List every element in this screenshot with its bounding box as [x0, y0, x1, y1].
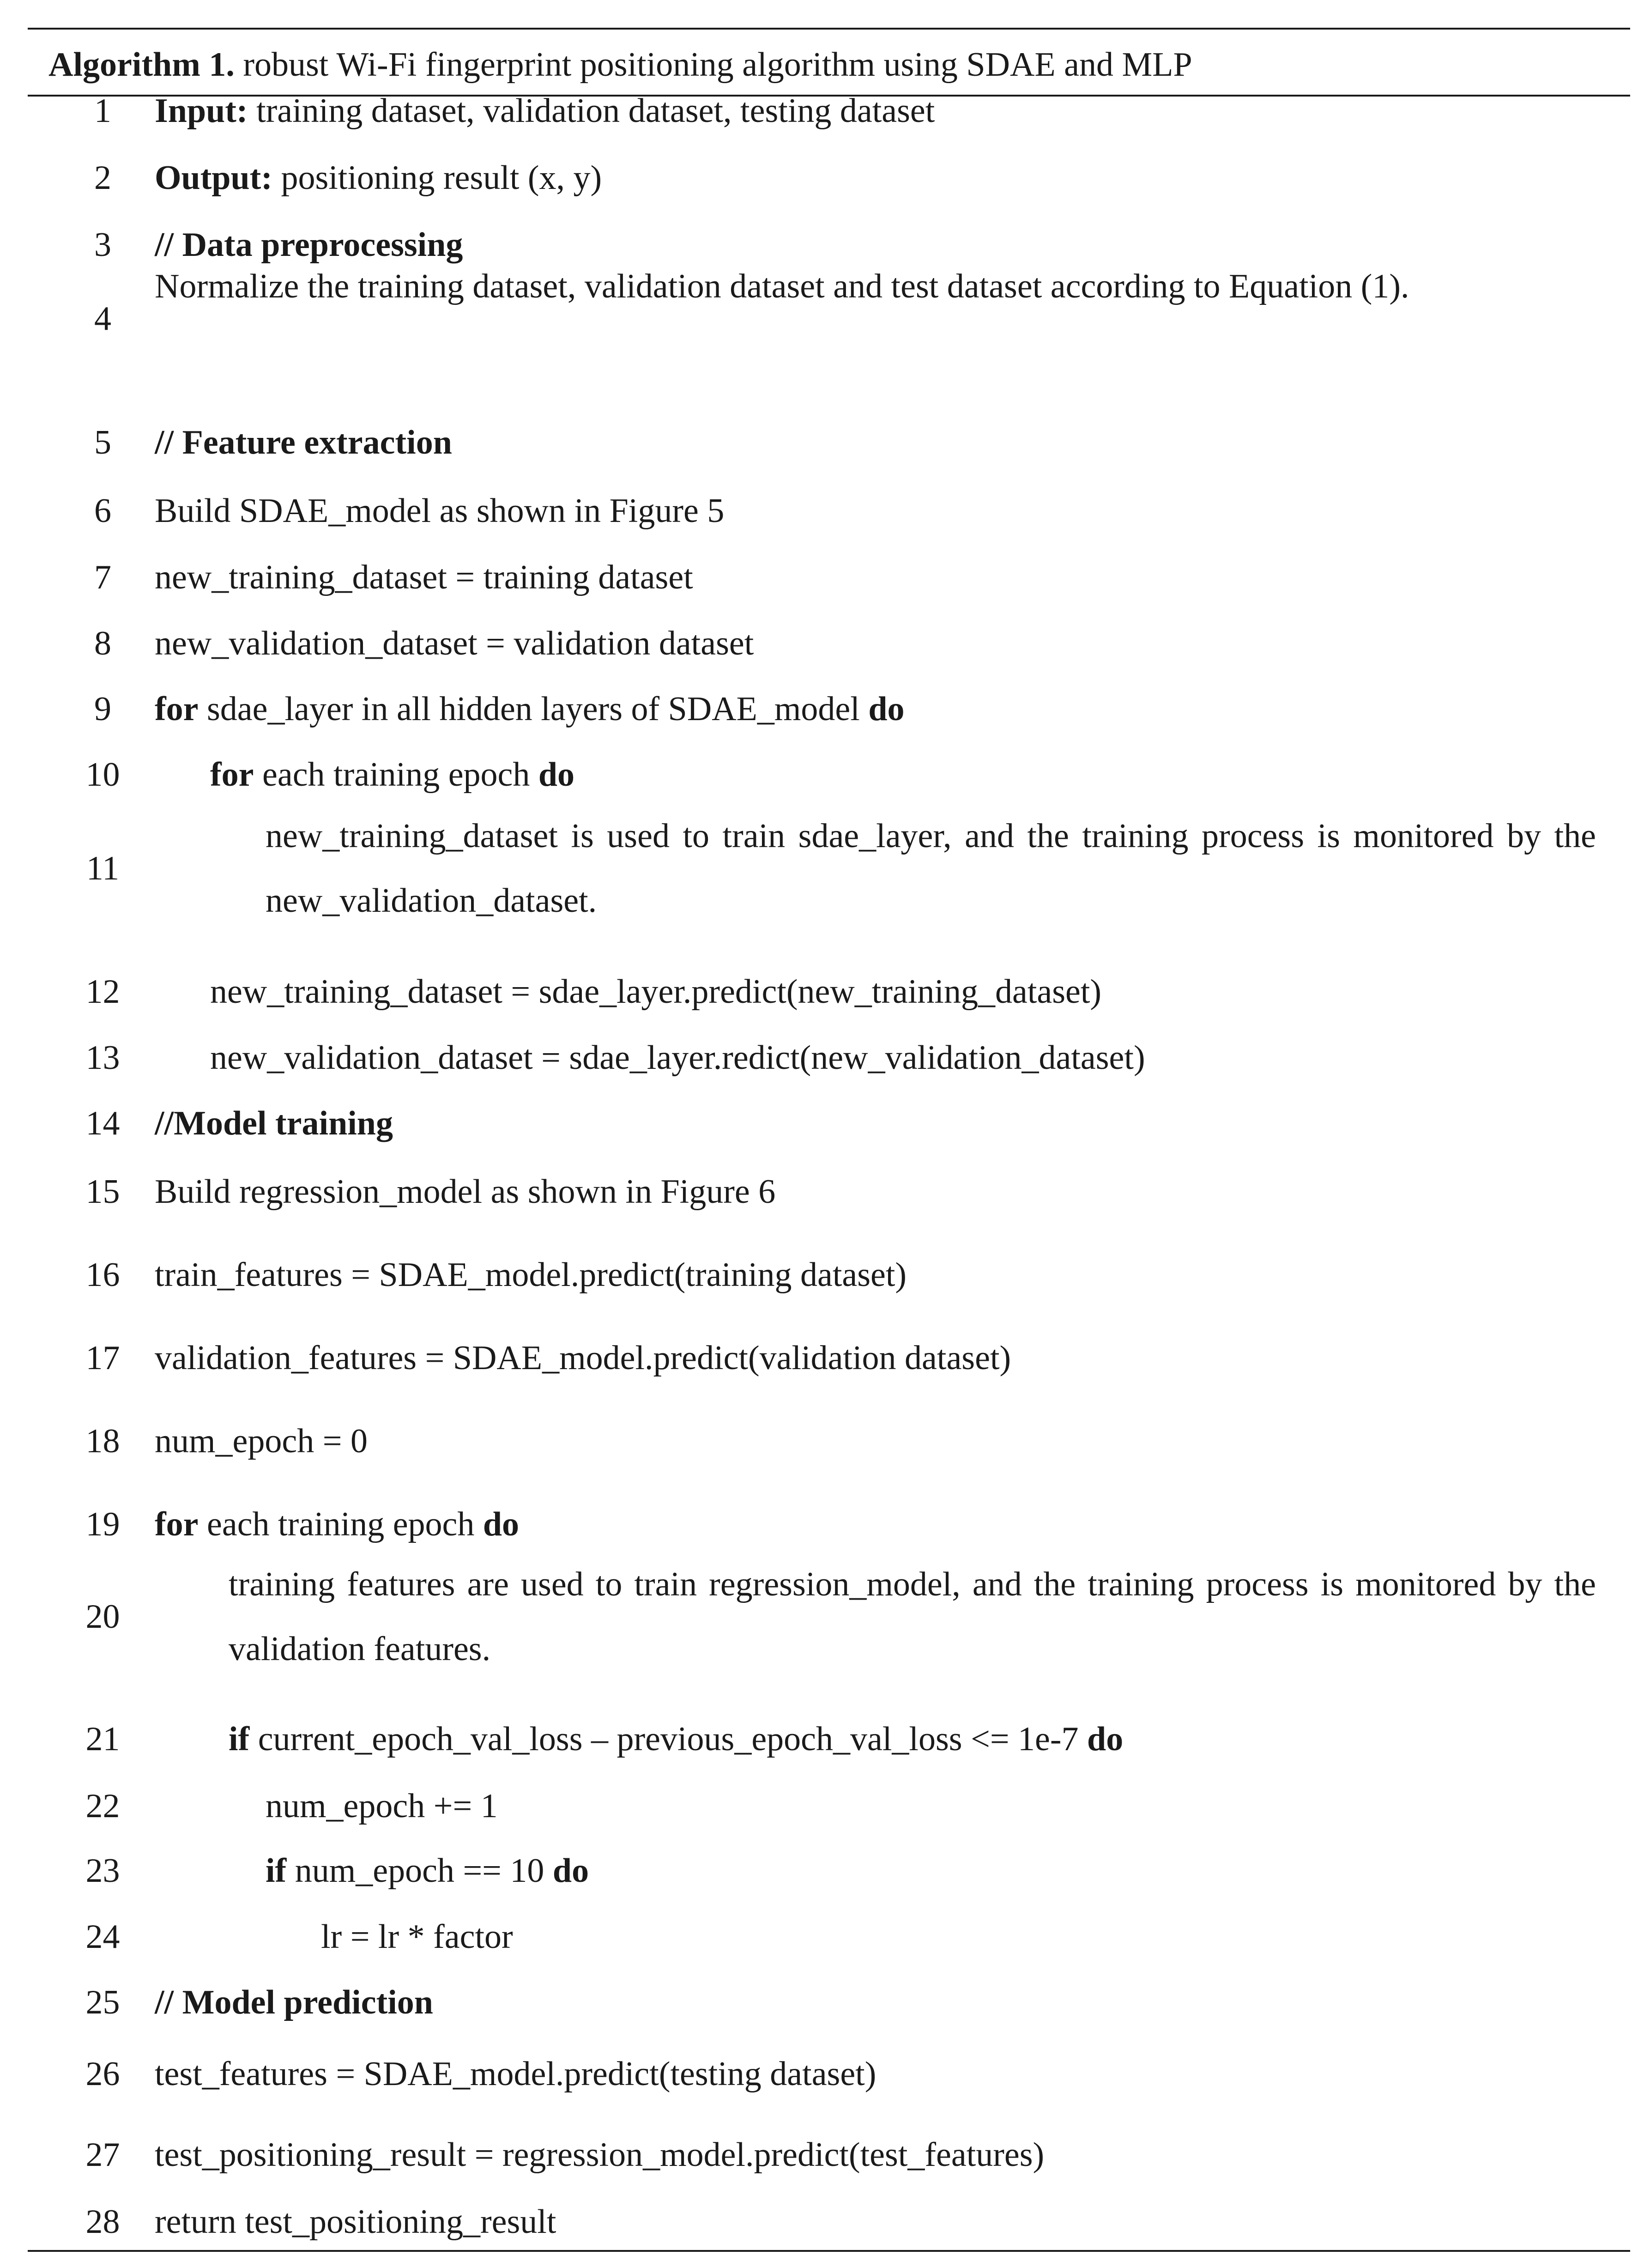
algorithm-line [28, 545, 1630, 610]
line-number: 14 [85, 1104, 120, 1142]
code-text: new_training_dataset is used to train sdae_layer, and the training process is monitored by the new_validation_dataset. [266, 817, 1596, 920]
line-code [210, 959, 1596, 1024]
code-text: num_epoch += 1 [266, 1787, 498, 1825]
code-text: new_validation_dataset = validation dataset [155, 625, 754, 662]
keyword: do [868, 690, 905, 728]
line-number: 1 [94, 92, 111, 130]
line-code [266, 804, 1596, 933]
keyword: do [483, 1505, 520, 1543]
line-code [321, 1904, 1596, 1969]
line-code [155, 1409, 1596, 1474]
algorithm-line [28, 1243, 1630, 1307]
algorithm-line [28, 959, 1630, 1024]
line-number: 23 [85, 1852, 120, 1890]
algorithm-line [28, 2189, 1630, 2254]
keyword: // Feature extraction [155, 424, 452, 461]
algorithm-line [28, 2122, 1630, 2187]
code-text: num_epoch = 0 [155, 1422, 368, 1460]
algorithm-line [28, 1409, 1630, 1474]
code-text: lr = lr * factor [321, 1918, 513, 1956]
algorithm-line [28, 254, 1630, 383]
keyword: // Model prediction [155, 1983, 433, 2021]
line-code [155, 2042, 1596, 2106]
line-number: 25 [85, 1983, 120, 2021]
code-text: validation_features = SDAE_model.predict(validation dataset) [155, 1339, 1011, 1377]
line-number: 26 [85, 2055, 120, 2093]
algorithm-line [28, 611, 1630, 676]
code-text: test_features = SDAE_model.predict(testing dataset) [155, 2055, 876, 2093]
line-code [155, 1159, 1596, 1224]
code-text: sdae_layer in all hidden layers of SDAE_model [198, 690, 869, 728]
line-number: 27 [85, 2136, 120, 2174]
line-number: 12 [85, 973, 120, 1011]
line-number: 22 [85, 1787, 120, 1825]
algorithm-box [28, 28, 1630, 2252]
code-text: Build SDAE_model as shown in Figure 5 [155, 492, 725, 530]
code-text: positioning result (x, y) [272, 159, 602, 197]
algorithm-line [28, 1774, 1630, 1838]
line-number: 19 [85, 1505, 120, 1543]
algorithm-title-text: robust Wi-Fi fingerprint positioning algorithm using SDAE and MLP [243, 46, 1192, 84]
code-text: num_epoch == 10 [286, 1852, 553, 1890]
keyword: if [266, 1852, 287, 1890]
bottom-rule [28, 2250, 1630, 2252]
keyword: for [210, 756, 254, 794]
line-code [155, 2189, 1596, 2254]
line-code [155, 254, 1596, 319]
code-text: Build regression_model as shown in Figure 6 [155, 1173, 776, 1211]
line-number: 20 [85, 1598, 120, 1636]
code-text: training features are used to train regression_model, and the training process is monitored by the validation features. [229, 1565, 1596, 1668]
code-text: each training epoch [198, 1505, 483, 1543]
algorithm-line [28, 1970, 1630, 2035]
algorithm-line [28, 1838, 1630, 1903]
code-text: new_validation_dataset = sdae_layer.redict(new_validation_dataset) [210, 1039, 1145, 1077]
line-code [155, 1091, 1596, 1156]
line-code [210, 1025, 1596, 1090]
algorithm-label: Algorithm 1. [48, 46, 235, 84]
line-code [155, 1492, 1596, 1557]
algorithm-line [28, 1326, 1630, 1390]
keyword: for [155, 690, 199, 728]
algorithm-line [28, 1025, 1630, 1090]
algorithm-line [28, 1904, 1630, 1969]
line-number: 15 [85, 1173, 120, 1211]
code-text: training dataset, validation dataset, testing dataset [248, 92, 935, 130]
algorithm-line [28, 677, 1630, 741]
line-number: 13 [85, 1039, 120, 1077]
code-text: new_training_dataset = sdae_layer.predict(new_training_dataset) [210, 973, 1102, 1011]
algorithm-line [28, 79, 1630, 143]
keyword: if [229, 1720, 250, 1758]
line-number: 18 [85, 1422, 120, 1460]
code-text: test_positioning_result = regression_model.predict(test_features) [155, 2136, 1045, 2174]
line-number: 6 [94, 492, 111, 530]
code-text: each training epoch [254, 756, 538, 794]
line-code [210, 742, 1596, 807]
line-number: 9 [94, 690, 111, 728]
line-number: 7 [94, 558, 111, 596]
keyword: //Model training [155, 1104, 393, 1142]
algorithm-line [28, 804, 1630, 933]
keyword: Output: [155, 159, 272, 197]
keyword: do [1087, 1720, 1124, 1758]
line-code [155, 479, 1596, 543]
line-number: 10 [85, 756, 120, 794]
line-code [155, 545, 1596, 610]
algorithm-line [28, 1552, 1630, 1681]
keyword: for [155, 1505, 199, 1543]
line-code [155, 146, 1596, 210]
algorithm-line [28, 1091, 1630, 1156]
line-code [229, 1552, 1596, 1681]
line-code [155, 1970, 1596, 2035]
line-number: 4 [94, 300, 111, 338]
line-number: 3 [94, 226, 111, 264]
line-code [155, 2122, 1596, 2187]
algorithm-line [28, 1492, 1630, 1557]
algorithm-title [48, 46, 1192, 83]
algorithm-line [28, 1707, 1630, 1771]
line-code [155, 1243, 1596, 1307]
algorithm-line [28, 146, 1630, 210]
line-number: 11 [86, 849, 120, 887]
algorithm-line [28, 410, 1630, 475]
line-number: 17 [85, 1339, 120, 1377]
algorithm-line [28, 479, 1630, 543]
keyword: // Data preprocessing [155, 226, 463, 264]
line-number: 24 [85, 1918, 120, 1956]
code-text: Normalize the training dataset, validation dataset and test dataset according to Equation (1). [155, 267, 1409, 305]
line-code [155, 677, 1596, 741]
algorithm-line [28, 1159, 1630, 1224]
line-code [229, 1707, 1596, 1771]
code-text: return test_positioning_result [155, 2203, 556, 2241]
keyword: do [552, 1852, 589, 1890]
line-number: 8 [94, 625, 111, 662]
line-number: 16 [85, 1256, 120, 1294]
line-code [266, 1838, 1596, 1903]
algorithm-line [28, 2042, 1630, 2106]
line-number: 28 [85, 2203, 120, 2241]
line-number: 5 [94, 424, 111, 461]
code-text: new_training_dataset = training dataset [155, 558, 693, 596]
line-number: 21 [85, 1720, 120, 1758]
algorithm-line [28, 742, 1630, 807]
line-code [266, 1774, 1596, 1838]
line-code [155, 1326, 1596, 1390]
keyword: Input: [155, 92, 248, 130]
top-rule [28, 28, 1630, 30]
line-code [155, 611, 1596, 676]
keyword: do [538, 756, 575, 794]
line-number: 2 [94, 159, 111, 197]
line-code [155, 410, 1596, 475]
line-code [155, 79, 1596, 143]
code-text: train_features = SDAE_model.predict(training dataset) [155, 1256, 907, 1294]
code-text: current_epoch_val_loss – previous_epoch_val_loss <= 1e-7 [249, 1720, 1088, 1758]
